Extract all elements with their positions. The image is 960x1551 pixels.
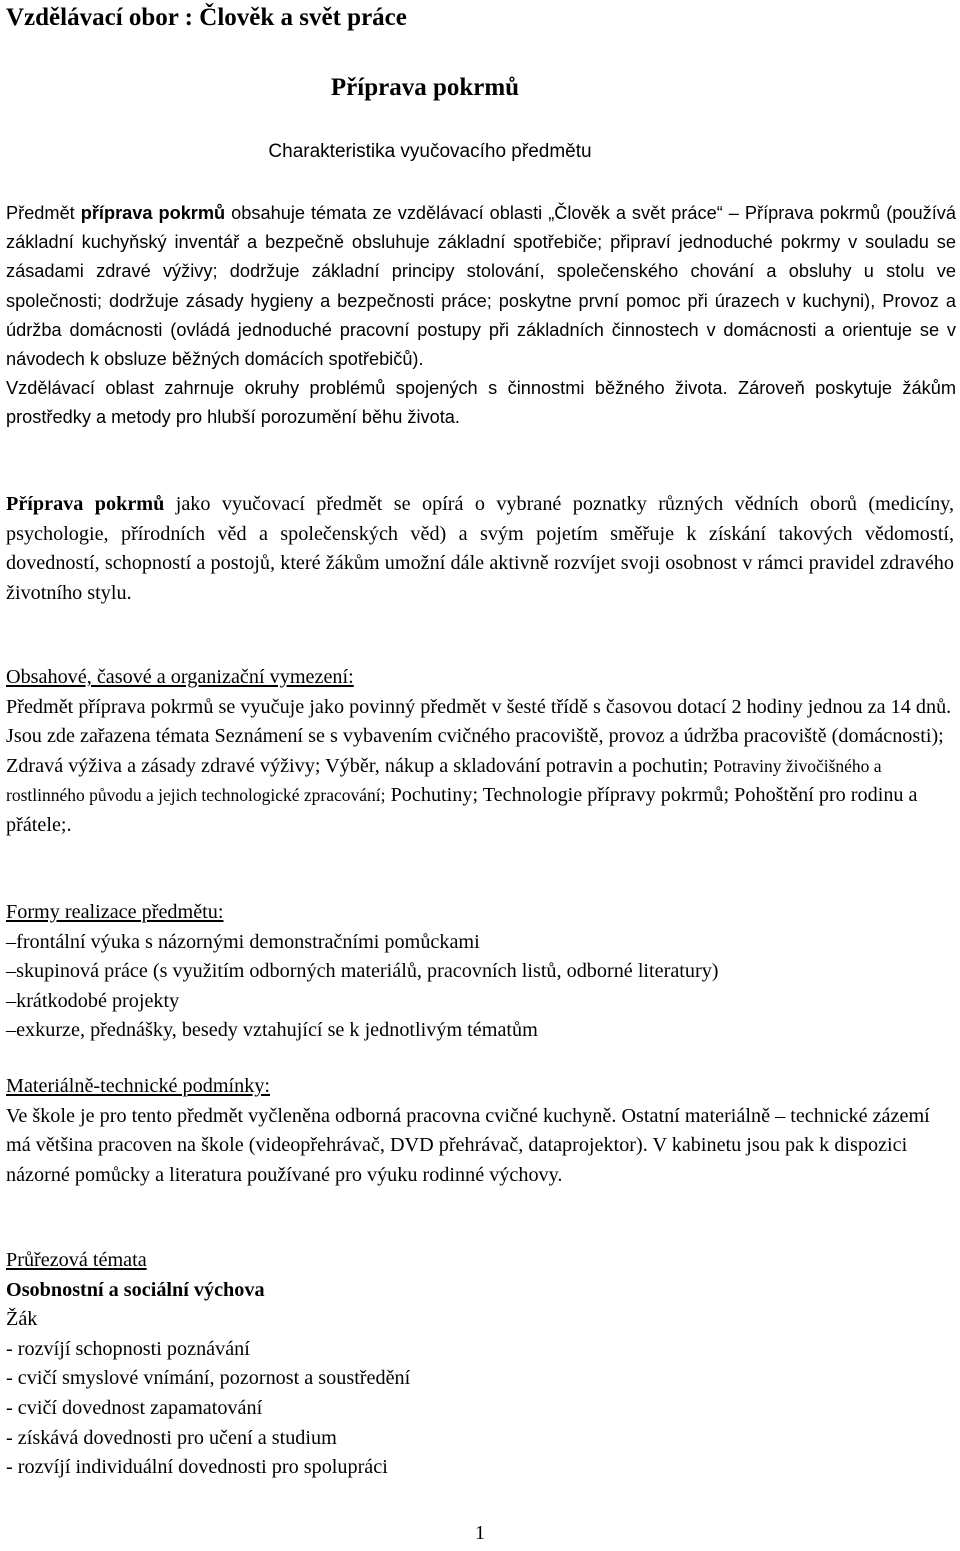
subject-description-text: jako vyučovací předmět se opírá o vybrané poznatky různých vědních oborů (medicíny, psychologie, přírodních věd a společenských věd) a svým pojetím směřuje k získání takových vědomostí, dovedností, schopností a postojů, které žákům umožní dále aktivně rozvíjet svoji osobnost v rámci pravidel zdravého životního stylu. bbox=[6, 493, 954, 604]
content-definition-text-small: Potraviny živočišného a rostlinného původu a jejich technologické zpracování; bbox=[6, 755, 882, 806]
intro-subject-bold: příprava pokrmů bbox=[80, 203, 226, 223]
cross-themes-subheading: Osobnostní a sociální výchova bbox=[6, 1278, 265, 1301]
subject-name-bold: Příprava pokrmů bbox=[6, 493, 165, 515]
list-item: - rozvíjí individuální dovednosti pro spolupráci bbox=[6, 1453, 954, 1483]
intro-paragraph bbox=[6, 199, 956, 433]
subject-description-paragraph bbox=[6, 490, 954, 608]
intro-text-area: Vzdělávací oblast zahrnuje okruhy problémů spojených s činnostmi běžného života. bbox=[6, 378, 728, 399]
cross-themes-list bbox=[6, 1335, 954, 1483]
list-item: ‒ krátkodobé projekty bbox=[6, 987, 954, 1017]
cross-themes-heading: Průřezová témata bbox=[6, 1249, 147, 1271]
subject-subtitle: Charakteristika vyučovacího předmětu bbox=[268, 141, 592, 162]
material-section bbox=[6, 1072, 954, 1190]
subject-title: Příprava pokrmů bbox=[330, 74, 520, 101]
material-heading: Materiálně-technické podmínky: bbox=[6, 1075, 271, 1097]
content-definition-text-2: Pochutiny; Technologie přípravy pokrmů; Pohoštění pro rodinu a přátele;. bbox=[6, 784, 918, 836]
forms-section bbox=[6, 898, 954, 1046]
document-title: Vzdělávací obor : Člověk a svět práce bbox=[6, 4, 407, 31]
cross-themes-section bbox=[6, 1246, 954, 1483]
page-number: 1 bbox=[475, 1522, 485, 1544]
content-definition-text-1: Předmět příprava pokrmů se vyučuje jako povinný předmět v šesté třídě s časovou dotací 2 hodiny jednou za 14 dnů. Jsou zde zařazena témata Seznámení se s vybavením cvičného pracoviště, provoz a údržba pracoviště (domácnosti); Zdravá výživa a zásady zdravé výživy; Výběr, nákup a skladování potravin a pochutin; bbox=[6, 695, 952, 777]
forms-list bbox=[6, 928, 954, 1046]
material-text: Ve škole je pro tento předmět vyčleněna odborná pracovna cvičné kuchyně. Ostatní materiálně – technické zázemí má většina pracoven na škole (videopřehrávač, DVD přehrávač, dataprojektor). V kabinetu jsou pak k dispozici názorné pomůcky a literatura používané pro výuku rodinné výchovy. bbox=[6, 1104, 930, 1186]
content-definition-section bbox=[6, 663, 954, 841]
list-item: ‒ exkurze, přednášky, besedy vztahující se k jednotlivým tématům bbox=[6, 1016, 954, 1046]
intro-text-start: Předmět bbox=[6, 203, 81, 223]
list-item: - cvičí smyslové vnímání, pozornost a soustředění bbox=[6, 1364, 954, 1394]
pupil-label: Žák bbox=[6, 1308, 38, 1331]
intro-text-end: Zároveň poskytuje žákům prostředky a metody pro hlubší porozumění běhu života. bbox=[6, 378, 956, 428]
list-item: ‒ skupinová práce (s využitím odborných materiálů, pracovních listů, odborné literatury) bbox=[6, 957, 954, 987]
list-item: - cvičí dovednost zapamatování bbox=[6, 1394, 954, 1424]
list-item: - rozvíjí schopnosti poznávání bbox=[6, 1335, 954, 1365]
list-item: ‒ frontální výuka s názornými demonstračními pomůckami bbox=[6, 928, 954, 958]
content-definition-heading: Obsahové, časové a organizační vymezení: bbox=[6, 666, 354, 688]
content-definition-text bbox=[6, 693, 954, 841]
list-item: - získává dovednosti pro učení a studium bbox=[6, 1424, 954, 1454]
forms-heading: Formy realizace předmětu: bbox=[6, 901, 224, 923]
intro-text-rest: obsahuje témata ze vzdělávací oblasti „Člověk a svět práce“ – Příprava pokrmů (používá základní kuchyňský inventář a bezpečně obsluhuje základní spotřebiče; připraví jednoduché pokrmy v souladu se zásadami zdravé výživy; dodržuje základní principy stolování, společenského chování a obsluhy u stolu ve společnosti; dodržuje zásady hygieny a bezpečnosti práce; poskytne první pomoc při úrazech v kuchyni), Provoz a údržba domácnosti (ovládá jednoduché pracovní postupy při základních činnostech v domácnosti a orientuje se v návodech k obsluze běžných domácích spotřebičů). bbox=[6, 203, 956, 370]
